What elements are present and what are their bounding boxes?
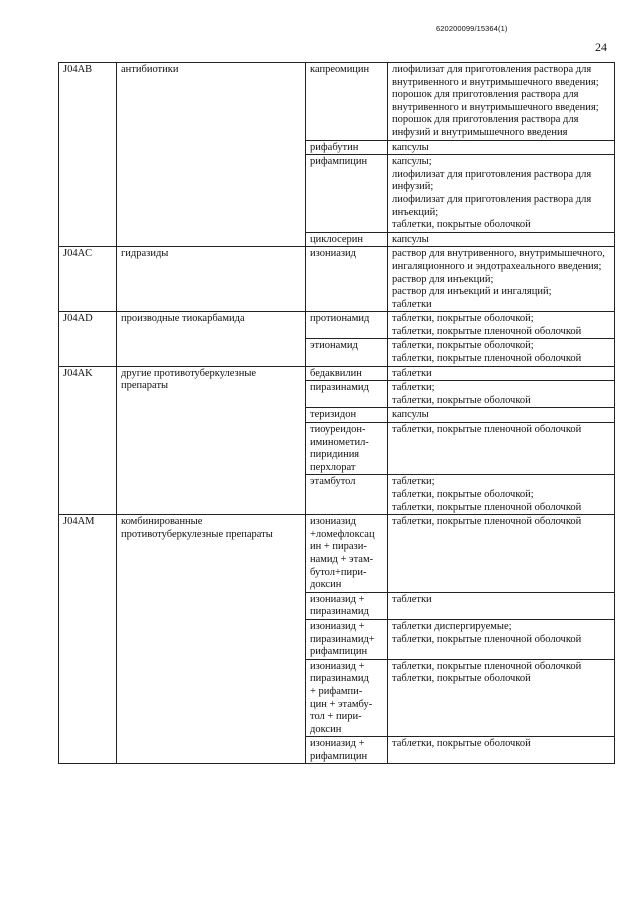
dosage-forms-cell xyxy=(388,515,615,593)
dosage-forms-cell xyxy=(388,232,615,247)
dosage-form: таблетки, покрытые пленочной оболочкой xyxy=(392,633,582,645)
dosage-form: порошок для приготовления раствора для инфузий и внутримышечного введения xyxy=(392,114,579,138)
dosage-forms-cell xyxy=(388,408,615,423)
dosage-forms-cell xyxy=(388,737,615,764)
atc-code-cell: J04AK xyxy=(59,366,117,515)
drug-name-cell: этионамид xyxy=(306,339,388,366)
dosage-form: таблетки, покрытые оболочкой; xyxy=(392,340,534,352)
dosage-form: лиофилизат для приготовления раствора для инфузий; xyxy=(392,168,592,193)
drug-name-cell: изониазид +ломефлоксац ин + пирази- намид + этам- бутол+пири- доксин xyxy=(306,515,388,593)
drug-name-cell: этамбутол xyxy=(306,475,388,515)
dosage-form: таблетки, покрытые оболочкой; xyxy=(392,489,534,500)
drug-name-cell: изониазид + пиразинамид + рифампи- цин + этамбу- тол + пири- доксин xyxy=(306,659,388,737)
drug-name-cell: циклосерин xyxy=(306,232,388,247)
atc-group-name-cell: гидразиды xyxy=(117,247,306,312)
document-id: 620200099/15364(1) xyxy=(436,24,508,33)
atc-code-cell: J04AD xyxy=(59,312,117,366)
dosage-forms-cell xyxy=(388,140,615,155)
dosage-form: таблетки; xyxy=(392,476,435,488)
dosage-form: таблетки, покрытые пленочной оболочкой xyxy=(392,516,582,528)
dosage-form: таблетки xyxy=(392,593,432,605)
dosage-form: лиофилизат для приготовления раствора для внутривенного и внутримышечного введения; xyxy=(392,64,599,88)
table-row xyxy=(59,247,615,312)
dosage-form: капсулы xyxy=(392,233,429,245)
atc-group-name-cell: производные тиокарбамида xyxy=(117,312,306,366)
drug-name-cell: рифампицин xyxy=(306,155,388,233)
drug-name-cell: пиразинамид xyxy=(306,381,388,408)
dosage-form: таблетки xyxy=(392,298,432,310)
page-number: 24 xyxy=(595,40,607,54)
dosage-form: таблетки, покрытые пленочной оболочкой xyxy=(392,501,582,513)
dosage-forms-cell xyxy=(388,247,615,312)
dosage-form: таблетки xyxy=(392,367,432,379)
dosage-forms-cell xyxy=(388,659,615,737)
drug-name-cell: изониазид + рифампицин xyxy=(306,737,388,764)
drug-name-cell: протионамид xyxy=(306,312,388,339)
dosage-form: лиофилизат для приготовления раствора для инъекций; xyxy=(392,193,592,218)
table-row xyxy=(59,312,615,339)
atc-code-cell: J04AM xyxy=(59,515,117,764)
dosage-form: таблетки, покрытые оболочкой; xyxy=(392,313,534,325)
dosage-forms-cell xyxy=(388,366,615,381)
atc-code-cell: J04AC xyxy=(59,247,117,312)
dosage-form: капсулы xyxy=(392,409,429,421)
dosage-form: таблетки, покрытые пленочной оболочкой xyxy=(392,325,582,337)
dosage-form: таблетки, покрытые оболочкой xyxy=(392,219,531,231)
dosage-form: раствор для инъекций и ингаляций; xyxy=(392,286,552,298)
drug-name-cell: рифабутин xyxy=(306,140,388,155)
drug-name-cell: изониазид xyxy=(306,247,388,312)
dosage-forms-cell xyxy=(388,475,615,515)
dosage-form: таблетки, покрытые пленочной оболочкой xyxy=(392,424,582,436)
drug-name-cell: изониазид + пиразинамид xyxy=(306,592,388,619)
dosage-form: капсулы; xyxy=(392,156,432,168)
atc-group-name-cell: антибиотики xyxy=(117,63,306,247)
dosage-form: раствор для внутривенного, внутримышечного, ингаляционного и эндотрахеального введения; xyxy=(392,248,605,272)
drug-name-cell: капреомицин xyxy=(306,63,388,141)
atc-group-name-cell: комбинированные противотуберкулезные препараты xyxy=(117,515,306,764)
atc-code-cell: J04AB xyxy=(59,63,117,247)
dosage-form: таблетки диспергируемые; xyxy=(392,620,512,632)
dosage-forms-cell xyxy=(388,423,615,475)
dosage-forms-cell xyxy=(388,381,615,408)
drug-name-cell: тиоуреидон- иминометил- пиридиния перхлорат xyxy=(306,423,388,475)
dosage-form: раствор для инъекций; xyxy=(392,273,494,285)
drug-name-cell: изониазид + пиразинамид+ рифампицин xyxy=(306,619,388,659)
dosage-form: таблетки, покрытые оболочкой xyxy=(392,673,531,685)
dosage-forms-cell xyxy=(388,592,615,619)
dosage-form: таблетки, покрытые пленочной оболочкой xyxy=(392,660,582,672)
dosage-forms-cell xyxy=(388,63,615,141)
drug-name-cell: бедаквилин xyxy=(306,366,388,381)
table-row xyxy=(59,515,615,593)
table-row xyxy=(59,366,615,381)
dosage-forms-cell xyxy=(388,339,615,366)
dosage-form: таблетки, покрытые пленочной оболочкой xyxy=(392,353,582,365)
dosage-forms-cell xyxy=(388,155,615,233)
dosage-form: таблетки, покрытые оболочкой xyxy=(392,394,531,406)
dosage-form: таблетки; xyxy=(392,382,435,394)
dosage-forms-cell xyxy=(388,619,615,659)
table-row xyxy=(59,63,615,141)
dosage-form: таблетки, покрытые оболочкой xyxy=(392,738,531,750)
dosage-form: порошок для приготовления раствора для внутривенного и внутримышечного введения; xyxy=(392,89,599,113)
dosage-forms-cell xyxy=(388,312,615,339)
drug-name-cell: теризидон xyxy=(306,408,388,423)
drug-table xyxy=(58,62,615,764)
dosage-form: капсулы xyxy=(392,141,429,153)
atc-group-name-cell: другие противотуберкулезные препараты xyxy=(117,366,306,515)
